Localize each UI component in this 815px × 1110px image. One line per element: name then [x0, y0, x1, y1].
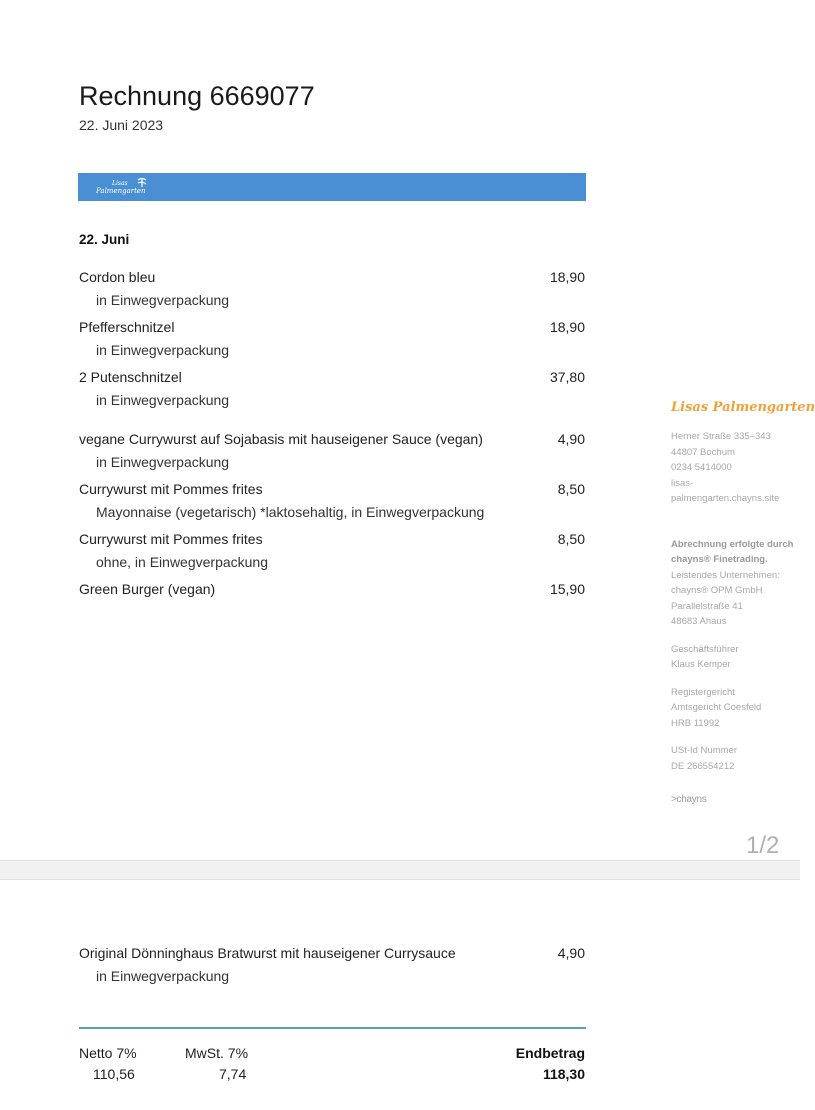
end-label: Endbetrag: [515, 1045, 585, 1061]
line-item: [79, 318, 585, 368]
chayns-logo-icon: >: [671, 794, 677, 805]
mwst-value: 7,74: [219, 1066, 247, 1082]
item-price: 18,90: [549, 269, 585, 285]
line-item: [79, 268, 585, 318]
vendor-sidebar: [671, 400, 815, 805]
vat-number: DE 266554212: [671, 760, 735, 772]
invoice-title: Rechnung 6669077: [79, 81, 315, 111]
chayns-logo-text: chayns: [676, 794, 707, 805]
end-value: 118,30: [542, 1066, 585, 1082]
billing-heading: chayns® Finetrading.: [671, 554, 768, 565]
register-line: Registergericht: [671, 686, 735, 698]
page-separator: [0, 860, 800, 880]
address-line: Herner Straße 335–343: [671, 431, 771, 442]
line-item: [79, 480, 585, 530]
item-price: 37,80: [549, 369, 585, 385]
item-detail: in Einwegverpackung: [96, 342, 230, 358]
item-name: Pfefferschnitzel: [79, 319, 175, 335]
item-detail: ohne, in Einwegverpackung: [96, 554, 269, 570]
website-line: palmengarten.chayns.site: [671, 493, 780, 504]
invoice-date: 22. Juni 2023: [79, 117, 164, 133]
company-line: chayns® OPM GmbH: [671, 585, 763, 596]
manager-name: Klaus Kemper: [671, 659, 731, 670]
item-name: 2 Putenschnitzel: [79, 369, 182, 385]
vendor-brand: Lisas Palmengarten: [671, 400, 815, 415]
item-name: Green Burger (vegan): [79, 581, 216, 597]
item-name: Currywurst mit Pommes frites: [79, 481, 263, 497]
item-price: 4,90: [557, 431, 585, 447]
line-item: [79, 430, 585, 480]
line-item: [79, 368, 585, 430]
company-line: 48683 Ahaus: [671, 616, 727, 627]
logo-line2: Palmengarten: [96, 187, 146, 195]
palmengarten-logo-icon: [94, 177, 156, 197]
page-number: 1/2: [746, 832, 780, 859]
website-line: lisas-: [671, 477, 694, 489]
netto-column: [79, 1044, 137, 1083]
company-line: Parallelstraße 41: [671, 600, 743, 612]
item-name: vegane Currywurst auf Sojabasis mit hauseigener Sauce (vegan): [79, 431, 483, 447]
billing-heading: Abrechnung erfolgte durch: [671, 538, 794, 550]
header-banner: [78, 173, 586, 201]
address-line: 44807 Bochum: [671, 446, 735, 458]
register-line: HRB 11992: [671, 717, 720, 729]
register-info: [671, 685, 800, 732]
item-price: 18,90: [549, 319, 585, 335]
netto-value: 110,56: [93, 1066, 135, 1082]
item-detail: in Einwegverpackung: [96, 292, 230, 308]
line-item: [79, 580, 585, 610]
item-detail: in Einwegverpackung: [96, 968, 230, 984]
vendor-address: [671, 429, 800, 507]
item-name: Original Dönninghaus Bratwurst mit hauseigener Currysauce: [79, 945, 456, 961]
mwst-column: [185, 1044, 248, 1083]
totals-divider: [79, 1027, 586, 1029]
item-price: 15,90: [549, 581, 585, 597]
day-heading: 22. Juni: [79, 232, 130, 247]
line-item: [79, 944, 585, 985]
item-name: Currywurst mit Pommes frites: [79, 531, 263, 547]
billing-info: [671, 537, 800, 630]
logo-line1: Lisas: [112, 180, 128, 187]
manager-info: [671, 642, 800, 673]
end-column: [516, 1044, 585, 1083]
item-detail: in Einwegverpackung: [96, 454, 230, 470]
item-price: 4,90: [557, 945, 585, 961]
line-item: [79, 530, 585, 580]
mwst-label: MwSt. 7%: [185, 1045, 249, 1061]
manager-label: Geschäftsführer: [671, 643, 739, 655]
chayns-logo: [671, 794, 800, 805]
item-name: Cordon bleu: [79, 269, 156, 285]
item-price: 8,50: [557, 481, 585, 497]
register-line: Amtsgericht Coesfeld: [671, 702, 762, 713]
line-items-page-2: [79, 944, 585, 985]
phone-number: 0234 5414000: [671, 462, 732, 473]
item-price: 8,50: [557, 531, 585, 547]
vat-label: USt-Id Nummer: [671, 745, 737, 756]
item-detail: Mayonnaise (vegetarisch) *laktosehaltig, in Einwegverpackung: [96, 504, 485, 520]
line-items: [79, 268, 585, 610]
vat-info: [671, 743, 800, 774]
item-detail: in Einwegverpackung: [96, 392, 230, 408]
company-line: Leistendes Unternehmen:: [671, 569, 780, 581]
netto-label: Netto 7%: [79, 1045, 137, 1061]
